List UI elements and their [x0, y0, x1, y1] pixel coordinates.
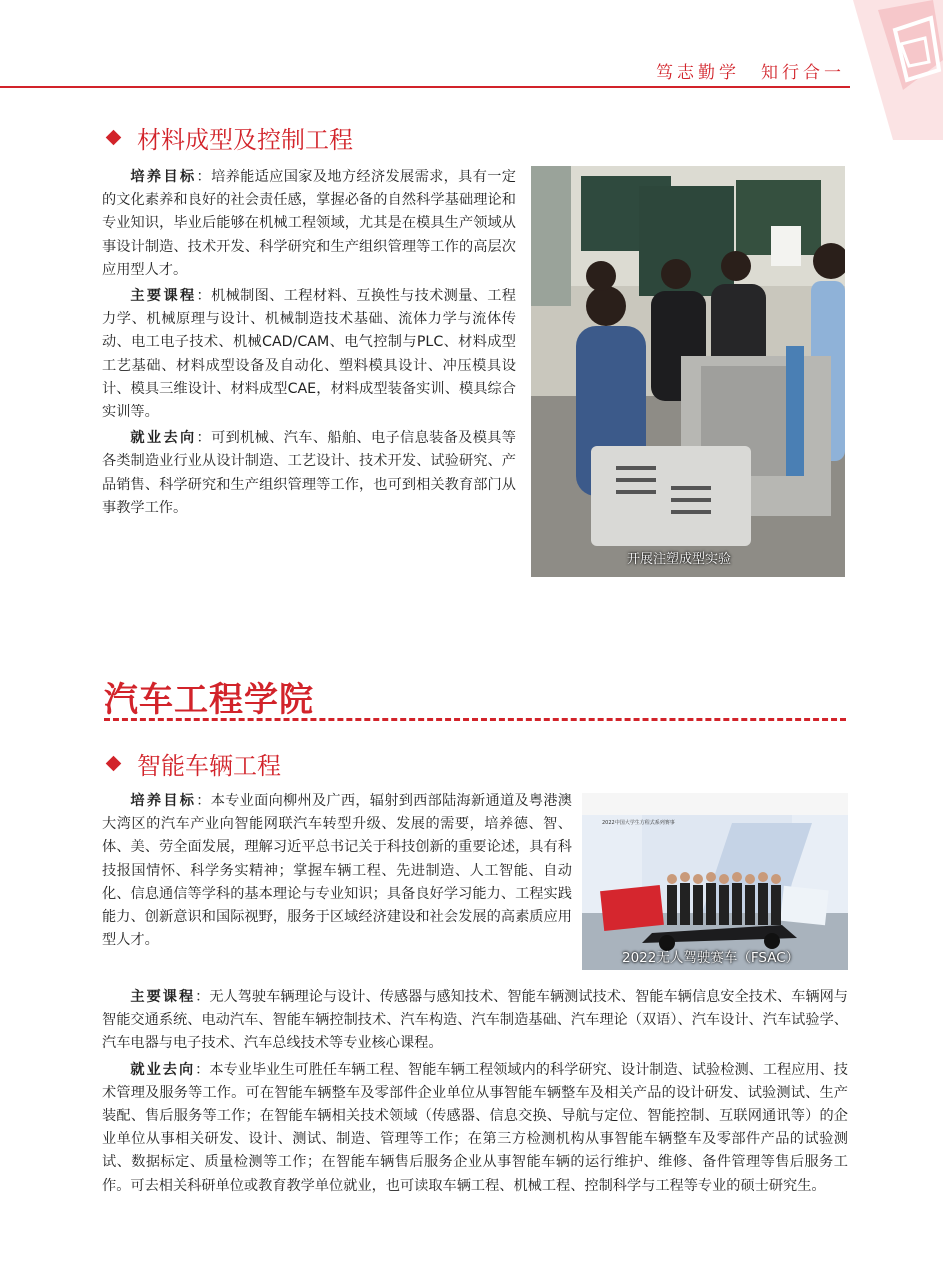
lab-photo-illustration	[531, 166, 845, 577]
paragraph-label: 培养目标	[130, 169, 197, 185]
diamond-bullet-icon	[106, 130, 122, 146]
photo-caption: 开展注塑成型实验	[627, 552, 732, 567]
paragraph-text: 无人驾驶车辆理论与设计、传感器与感知技术、智能车辆测试技术、智能车辆信息安全技术、车辆网与智能交通系统、电动汽车、智能车辆控制技术、汽车构造、汽车制造基础、汽车理论（双语）、汽车设计、汽车试验学、汽车电器与电子技术、汽车总线技术等专业核心课程。	[102, 989, 848, 1052]
banner-text: 2022中国大学生方程式系列赛事	[602, 820, 675, 826]
section-heading-intelligent-vehicle	[108, 746, 281, 781]
lab-photo	[531, 166, 845, 577]
paragraph-text: 本专业面向柳州及广西，辐射到西部陆海新通道及粤港澳大湾区的汽车产业向智能网联汽车转型升级、发展的需要，培养德、智、体、美、劳全面发展，理解习近平总书记关于科技创新的重要论述，具有科技报国情怀、科学务实精神；掌握车辆工程、先进制造、人工智能、自动化、信息通信等学科的基本理论与专业知识；具备良好学习能力、工程实践能力、创新意识和国际视野，服务于区域经济建设和社会发展的高素质应用型人才。	[102, 793, 572, 949]
section2-body-continued	[102, 986, 848, 1201]
paragraph-text: 本专业毕业生可胜任车辆工程、智能车辆工程领域内的科学研究、设计制造、试验检测、工程应用、技术管理及服务等工作。可在智能车辆整车及零部件企业单位从事智能车辆整车及相关产品的设计研发、试验测试、生产装配、售后服务等工作；在智能车辆相关技术领域（传感器、信息交换、导航与定位、智能控制、互联网通讯等）的企业单位从事相关研发、设计、测试、制造、管理等工作；在第三方检测机构从事智能车辆整车及零部件产品的试验测试、数据标定、质量检测等工作；在智能车辆售后服务企业从事智能车辆的运行维护、维修、备件管理等售后服务工作。可去相关科研单位或教育教学单位就业，也可读取车辆工程、机械工程、控制科学与工程等专业的硕士研究生。	[102, 1061, 848, 1194]
paragraph-careers: 就业去向：可到机械、汽车、船舶、电子信息装备及模具等各类制造业行业从设计制造、工艺设计、技术开发、试验研究、产品销售、科学研究和生产组织管理等工作，也可到相关教育部门从事教学工作。	[102, 430, 516, 516]
section1-body	[102, 166, 516, 523]
school-motto: 笃志勤学 知行合一	[656, 63, 845, 83]
paragraph-text: 可到机械、汽车、船舶、电子信息装备及模具等各类制造业行业从设计制造、工艺设计、技术开发、试验研究、产品销售、科学研究和生产组织管理等工作，也可到相关教育部门从事教学工作。	[102, 430, 516, 516]
paragraph-label: 培养目标	[130, 793, 197, 809]
diamond-bullet-icon	[106, 756, 122, 772]
header-rule	[0, 86, 850, 88]
fsac-photo	[582, 793, 848, 970]
paragraph-label: 主要课程	[130, 288, 197, 305]
college-dashed-rule	[104, 718, 846, 721]
paragraph-text: 培养能适应国家及地方经济发展需求，具有一定的文化素养和良好的社会责任感，掌握必备的自然科学基础理论和专业知识，毕业后能够在机械工程领域，尤其是在模具生产领域从事设计制造、技术开发、科学研究和生产组织管理等工作的高层次应用型人才。	[102, 169, 516, 278]
paragraph-courses: 主要课程：机械制图、工程材料、互换性与技术测量、工程力学、机械原理与设计、机械制造技术基础、流体力学与流体传动、电工电子技术、机械CAD/CAM、电气控制与PLC、材料成型工艺基础、材料成型设备及自动化、塑料模具设计、冲压模具设计、模具三维设计、材料成型CAE，材料成型装备实训、模具综合实训等。	[102, 288, 516, 421]
section-heading-text: 材料成型及控制工程	[137, 126, 353, 154]
paragraph-goal: 培养目标：本专业面向柳州及广西，辐射到西部陆海新通道及粤港澳大湾区的汽车产业向智能网联汽车转型升级、发展的需要，培养德、智、体、美、劳全面发展，理解习近平总书记关于科技创新的重要论述，具有科技报国情怀、科学务实精神；掌握车辆工程、先进制造、人工智能、自动化、信息通信等学科的基本理论与专业知识；具备良好学习能力、工程实践能力、创新意识和国际视野，服务于区域经济建设和社会发展的高素质应用型人才。	[102, 793, 572, 949]
paragraph-label: 主要课程	[130, 989, 196, 1005]
paragraph-careers: 就业去向：本专业毕业生可胜任车辆工程、智能车辆工程领域内的科学研究、设计制造、试验检测、工程应用、技术管理及服务等工作。可在智能车辆整车及零部件企业单位从事智能车辆整车及相关产品的设计研发、试验测试、生产装配、售后服务等工作；在智能车辆相关技术领域（传感器、信息交换、导航与定位、智能控制、互联网通讯等）的企业单位从事相关研发、设计、测试、制造、管理等工作；在第三方检测机构从事智能车辆整车及零部件产品的试验测试、数据标定、质量检测等工作；在智能车辆售后服务企业从事智能车辆的运行维护、维修、备件管理等售后服务工作。可去相关科研单位或教育教学单位就业，也可读取车辆工程、机械工程、控制科学与工程等专业的硕士研究生。	[102, 1061, 848, 1194]
section-heading-text: 智能车辆工程	[137, 752, 281, 780]
paragraph-label: 就业去向	[130, 1061, 196, 1078]
paragraph-goal: 培养目标：培养能适应国家及地方经济发展需求，具有一定的文化素养和良好的社会责任感，掌握必备的自然科学基础理论和专业知识，毕业后能够在机械工程领域，尤其是在模具生产领域从事设计制造、技术开发、科学研究和生产组织管理等工作的高层次应用型人才。	[102, 169, 516, 278]
college-title: 汽车工程学院	[104, 680, 314, 720]
paragraph-label: 就业去向	[130, 430, 197, 447]
section2-body	[102, 790, 572, 955]
paragraph-courses: 主要课程：无人驾驶车辆理论与设计、传感器与感知技术、智能车辆测试技术、智能车辆信息安全技术、车辆网与智能交通系统、电动汽车、智能车辆控制技术、汽车构造、汽车制造基础、汽车理论（双语）、汽车设计、汽车试验学、汽车电器与电子技术、汽车总线技术等专业核心课程。	[102, 989, 848, 1052]
photo-caption: 2022无人驾驶赛车（FSAC）	[622, 950, 800, 966]
section-heading-materials	[108, 120, 353, 155]
paragraph-text: 机械制图、工程材料、互换性与技术测量、工程力学、机械原理与设计、机械制造技术基础、流体力学与流体传动、电工电子技术、机械CAD/CAM、电气控制与PLC、材料成型工艺基础、材料成型设备及自动化、塑料模具设计、冲压模具设计、模具三维设计、材料成型CAE，材料成型装备实训、模具综合实训等。	[102, 288, 516, 421]
